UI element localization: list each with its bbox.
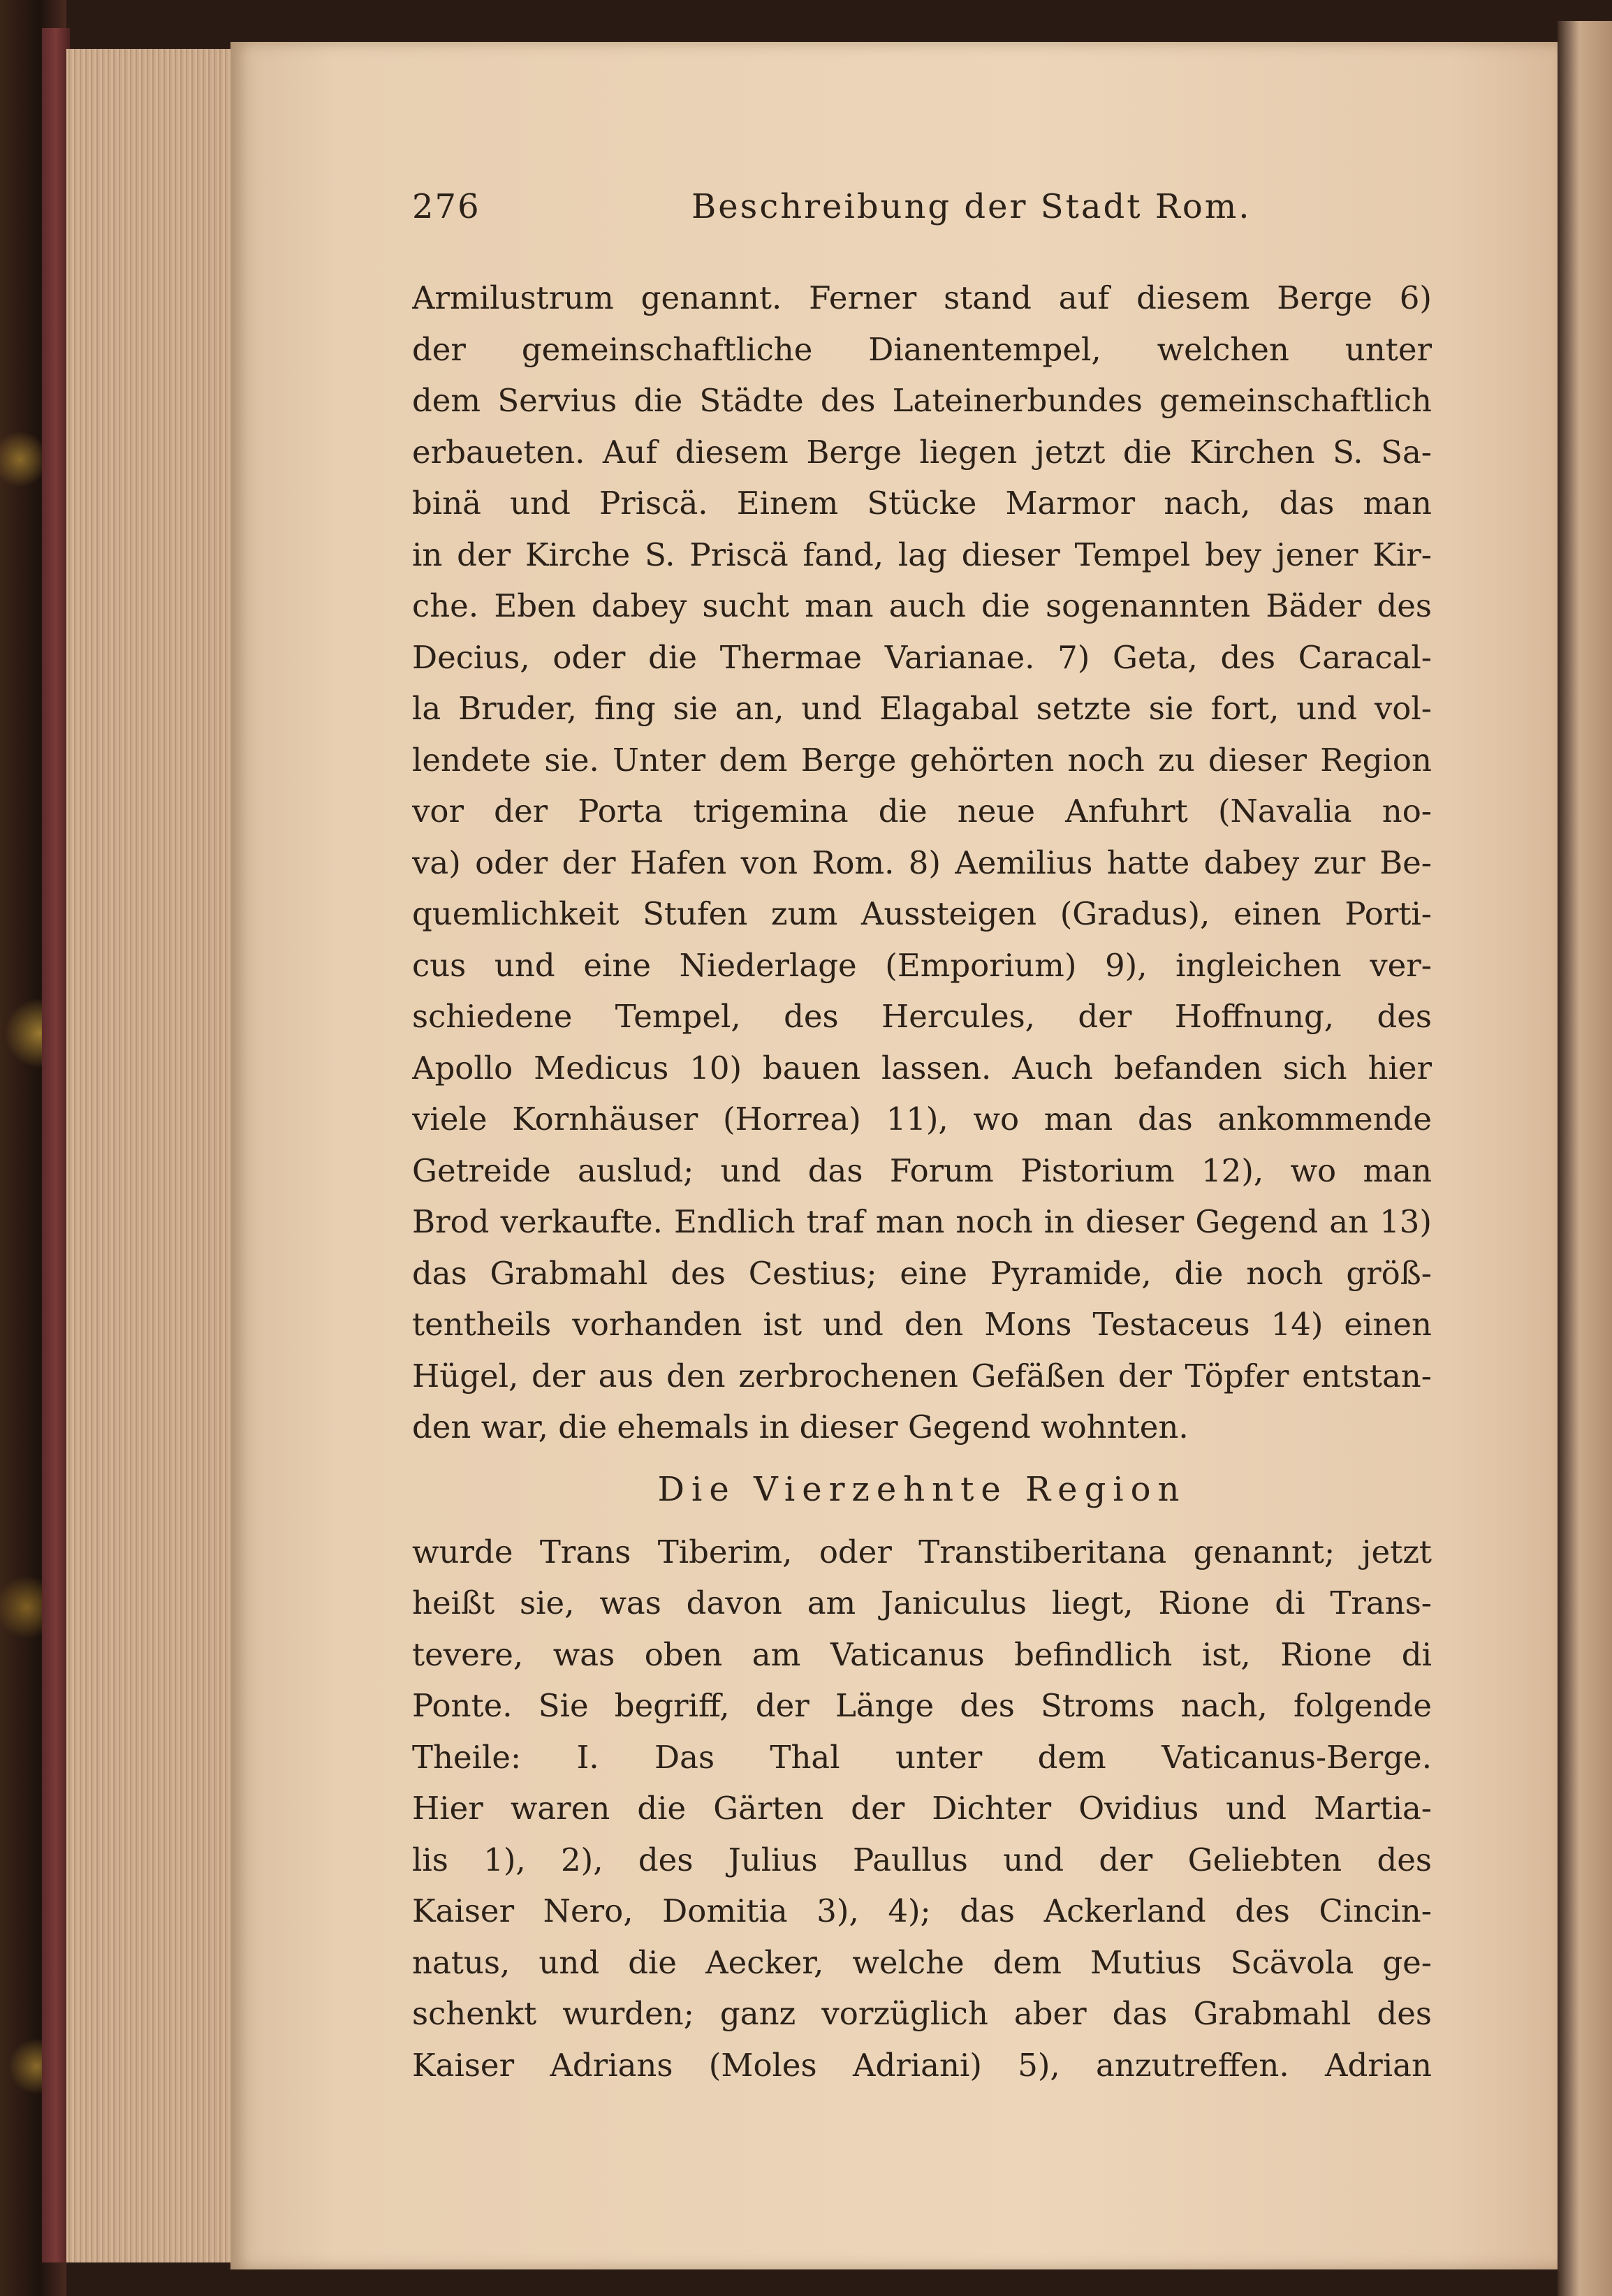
text-line: Armilustrum genannt. Ferner stand auf diesem Berge 6) (412, 279, 1432, 316)
text-line: Getreide auslud; und das Forum Pistorium 12), wo man (412, 1151, 1432, 1189)
facing-page-edge (1558, 21, 1612, 2296)
text-line: tevere, was oben am Vaticanus befindlich ist, Rione di (412, 1635, 1432, 1673)
text-line: vor der Porta trigemina die neue Anfuhrt (Navalia no- (412, 793, 1432, 830)
text-line: quemlichkeit Stufen zum Aussteigen (Gradus), einen Porti- (412, 895, 1432, 932)
text-line: der gemeinschaftliche Dianentempel, welchen unter (412, 330, 1432, 368)
page-number: 276 (412, 187, 481, 226)
page-stack-edges (66, 49, 241, 2262)
paragraph-2 (412, 1526, 1432, 2091)
text-line: dem Servius die Städte des Lateinerbundes gemeinschaftlich (412, 382, 1432, 419)
text-line: va) oder der Hafen von Rom. 8) Aemilius hatte dabey zur Be- (412, 844, 1432, 881)
text-line: schiedene Tempel, des Hercules, der Hoffnung, des (412, 998, 1432, 1035)
text-line: viele Kornhäuser (Horrea) 11), wo man das ankommende (412, 1101, 1432, 1138)
text-line: den war, die ehemals in dieser Gegend wohnten. (412, 1408, 1189, 1445)
text-line: Hügel, der aus den zerbrochenen Gefäßen der Töpfer entstan- (412, 1357, 1432, 1394)
text-line: das Grabmahl des Cestius; eine Pyramide, die noch größ- (412, 1254, 1432, 1292)
text-line: wurde Trans Tiberim, oder Transtiberitana genannt; jetzt (412, 1533, 1432, 1570)
text-line: lis 1), 2), des Julius Paullus und der Geliebten des (412, 1841, 1432, 1878)
text-line: binä und Priscä. Einem Stücke Marmor nach, das man (412, 485, 1432, 522)
text-line: Apollo Medicus 10) bauen lassen. Auch befanden sich hier (412, 1049, 1432, 1087)
text-line: in der Kirche S. Priscä fand, lag dieser Tempel bey jener Kir- (412, 536, 1432, 573)
book-spine-leather (42, 28, 70, 2262)
text-line: tentheils vorhanden ist und den Mons Testaceus 14) einen (412, 1306, 1432, 1343)
body-text (412, 272, 1432, 2091)
text-line: Kaiser Adrians (Moles Adriani) 5), anzutreffen. Adrian (412, 2046, 1432, 2084)
text-line: erbaueten. Auf diesem Berge liegen jetzt die Kirchen S. Sa- (412, 433, 1432, 471)
text-line: schenkt wurden; ganz vorzüglich aber das Grabmahl des (412, 1995, 1432, 2032)
text-line: natus, und die Aecker, welche dem Mutius Scävola ge- (412, 1943, 1432, 1981)
text-line: Hier waren die Gärten der Dichter Ovidius und Martia- (412, 1790, 1432, 1827)
running-head-title: Beschreibung der Stadt Rom. (691, 187, 1252, 226)
text-line: heißt sie, was davon am Janiculus liegt, Rione di Trans- (412, 1584, 1432, 1621)
text-line: che. Eben dabey sucht man auch die sogenannten Bäder des (412, 587, 1432, 624)
text-line: Theile: I. Das Thal unter dem Vaticanus-Berge. (412, 1738, 1432, 1776)
text-line: Decius, oder die Thermae Varianae. 7) Geta, des Caracal- (412, 638, 1432, 676)
text-line: lendete sie. Unter dem Berge gehörten noch zu dieser Region (412, 741, 1432, 779)
text-line: la Bruder, fing sie an, und Elagabal setzte sie fort, und vol- (412, 690, 1432, 727)
paragraph-1 (412, 272, 1432, 1453)
running-head (412, 187, 1432, 236)
text-line: Kaiser Nero, Domitia 3), 4); das Ackerland des Cincin- (412, 1892, 1432, 1929)
section-heading: Die Vierzehnte Region (657, 1469, 1187, 1509)
text-line: cus und eine Niederlage (Emporium) 9), ingleichen ver- (412, 946, 1432, 984)
text-line: Ponte. Sie begriff, der Länge des Stroms nach, folgende (412, 1687, 1432, 1724)
text-line: Brod verkaufte. Endlich traf man noch in dieser Gegend an 13) (412, 1203, 1432, 1240)
